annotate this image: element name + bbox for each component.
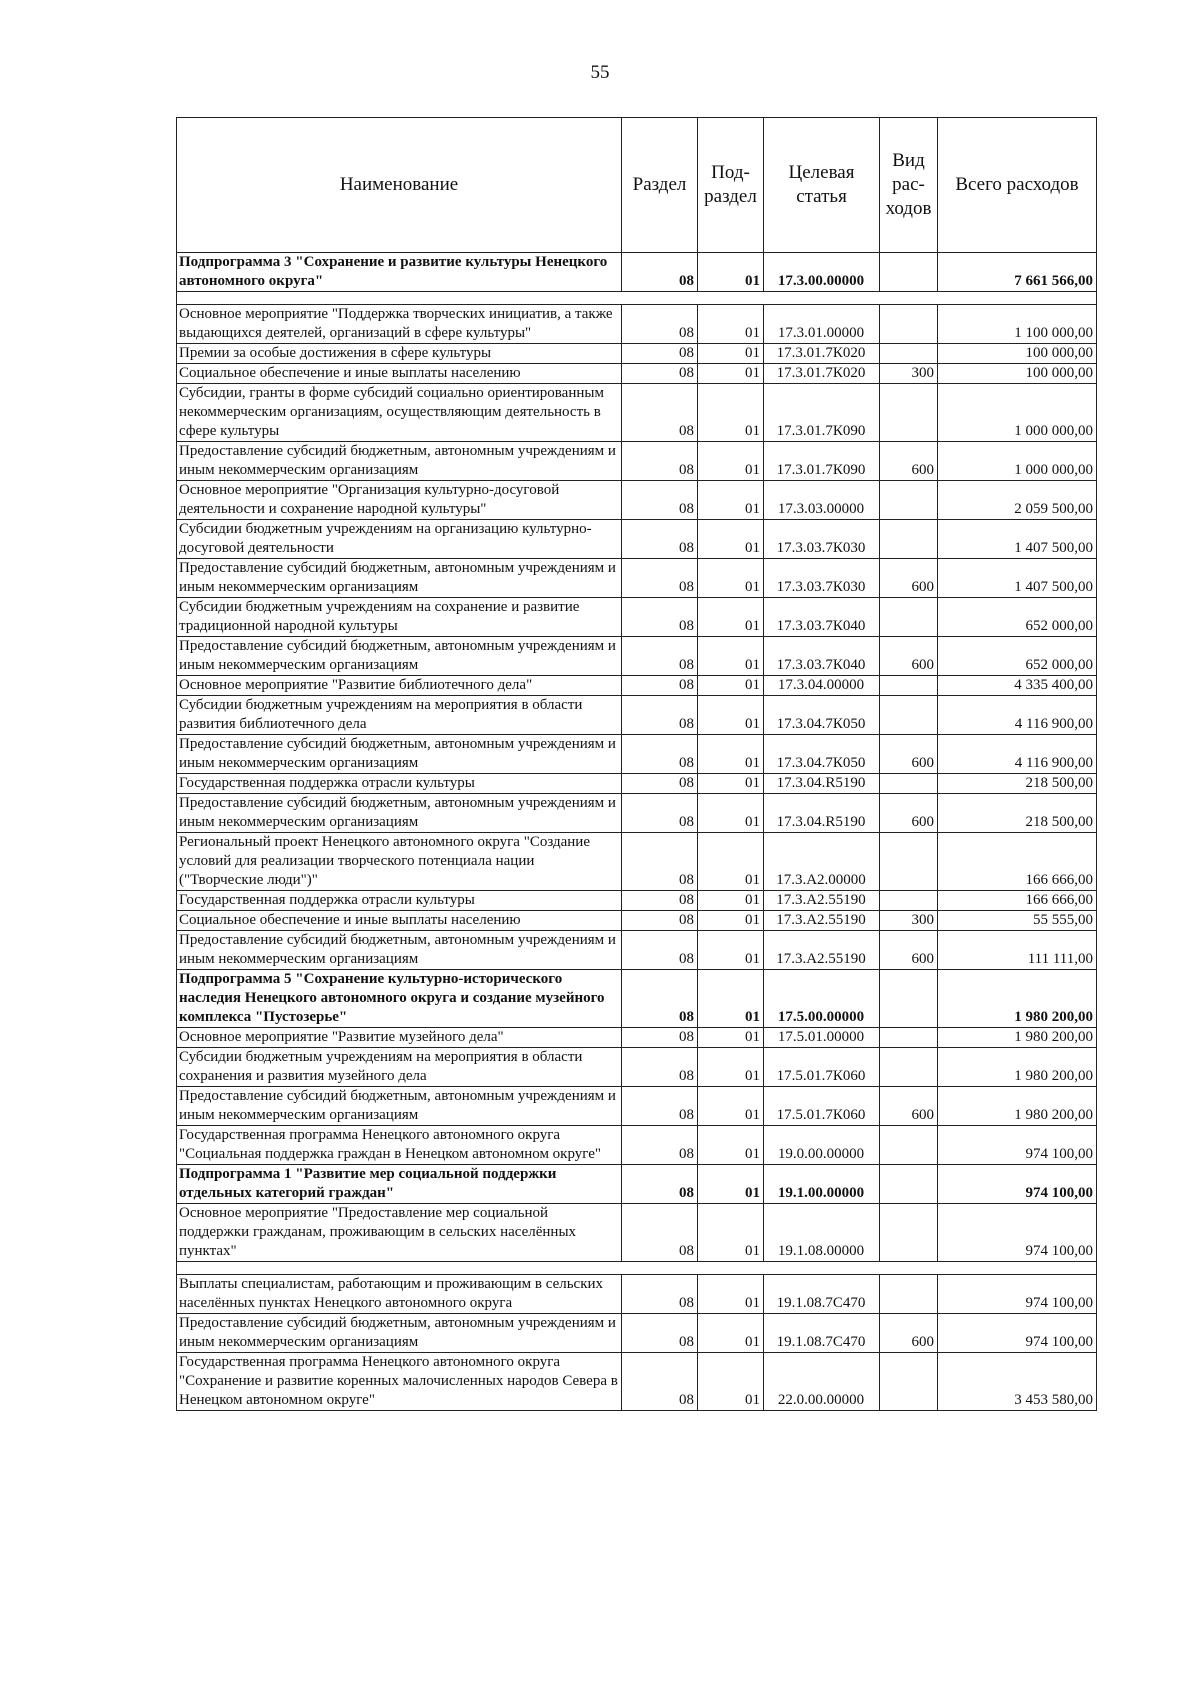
row-subsection-cell: 01 — [698, 833, 764, 891]
row-subsection-cell: 01 — [698, 1087, 764, 1126]
row-section-cell: 08 — [622, 1204, 698, 1262]
row-article-cell: 17.3.04.7К050 — [764, 735, 880, 774]
row-name-cell: Государственная программа Ненецкого автономного округа "Сохранение и развитие коренных малочисленных народов Севера в Ненецком автономном округе" — [177, 1353, 622, 1411]
row-expense-type-cell: 600 — [880, 637, 938, 676]
row-section-cell: 08 — [622, 1048, 698, 1087]
row-expense-type-cell: 300 — [880, 911, 938, 931]
row-total-cell: 974 100,00 — [938, 1314, 1097, 1353]
row-article-cell: 17.3.01.7К090 — [764, 442, 880, 481]
row-article-cell: 17.3.А2.55190 — [764, 931, 880, 970]
spacer-cell — [177, 1262, 622, 1275]
row-total-cell: 652 000,00 — [938, 598, 1097, 637]
row-total-cell: 166 666,00 — [938, 833, 1097, 891]
row-total-cell: 55 555,00 — [938, 911, 1097, 931]
row-article-cell: 17.3.03.7К030 — [764, 520, 880, 559]
row-total-cell: 218 500,00 — [938, 794, 1097, 833]
row-expense-type-cell — [880, 1126, 938, 1165]
row-article-cell: 19.0.00.00000 — [764, 1126, 880, 1165]
row-section-cell: 08 — [622, 833, 698, 891]
page-number: 55 — [590, 62, 610, 83]
header-target-article: Целевая статья — [764, 118, 880, 253]
row-total-cell: 1 980 200,00 — [938, 1048, 1097, 1087]
row-subsection-cell: 01 — [698, 774, 764, 794]
row-name-cell: Государственная поддержка отрасли культуры — [177, 891, 622, 911]
row-article-cell: 17.3.01.7К090 — [764, 384, 880, 442]
row-section-cell: 08 — [622, 520, 698, 559]
row-name-cell: Выплаты специалистам, работающим и проживающим в сельских населённых пунктах Ненецкого автономного округа — [177, 1275, 622, 1314]
row-total-cell: 4 116 900,00 — [938, 696, 1097, 735]
row-subsection-cell: 01 — [698, 344, 764, 364]
header-subsection: Под- раздел — [698, 118, 764, 253]
row-article-cell: 17.3.А2.00000 — [764, 833, 880, 891]
table-header-row — [177, 118, 1097, 253]
row-total-cell: 1 000 000,00 — [938, 442, 1097, 481]
row-article-cell: 17.5.00.00000 — [764, 970, 880, 1028]
table-row — [177, 970, 1097, 1028]
table-row — [177, 598, 1097, 637]
row-name-cell: Подпрограмма 5 "Сохранение культурно-исторического наследия Ненецкого автономного округа и создание музейного комплекса "Пустозерье" — [177, 970, 622, 1028]
row-subsection-cell: 01 — [698, 481, 764, 520]
row-section-cell: 08 — [622, 344, 698, 364]
row-subsection-cell: 01 — [698, 1165, 764, 1204]
row-total-cell: 974 100,00 — [938, 1165, 1097, 1204]
row-expense-type-cell — [880, 1048, 938, 1087]
row-total-cell: 7 661 566,00 — [938, 253, 1097, 292]
row-name-cell: Предоставление субсидий бюджетным, автономным учреждениям и иным некоммерческим организациям — [177, 559, 622, 598]
row-subsection-cell: 01 — [698, 1126, 764, 1165]
table-row — [177, 931, 1097, 970]
table-row — [177, 1353, 1097, 1411]
row-article-cell: 19.1.08.00000 — [764, 1204, 880, 1262]
table-row — [177, 384, 1097, 442]
row-expense-type-cell: 600 — [880, 1314, 938, 1353]
row-total-cell: 974 100,00 — [938, 1126, 1097, 1165]
table-row — [177, 1314, 1097, 1353]
spacer-cell — [764, 1262, 880, 1275]
table-row — [177, 344, 1097, 364]
row-subsection-cell: 01 — [698, 1048, 764, 1087]
row-article-cell: 19.1.08.7С470 — [764, 1275, 880, 1314]
row-article-cell: 17.3.А2.55190 — [764, 911, 880, 931]
row-expense-type-cell — [880, 598, 938, 637]
table-row — [177, 735, 1097, 774]
table-row — [177, 794, 1097, 833]
row-name-cell: Предоставление субсидий бюджетным, автономным учреждениям и иным некоммерческим организациям — [177, 931, 622, 970]
row-total-cell: 2 059 500,00 — [938, 481, 1097, 520]
row-total-cell: 1 407 500,00 — [938, 559, 1097, 598]
spacer-cell — [622, 1262, 698, 1275]
row-subsection-cell: 01 — [698, 364, 764, 384]
row-total-cell: 111 111,00 — [938, 931, 1097, 970]
row-name-cell: Предоставление субсидий бюджетным, автономным учреждениям и иным некоммерческим организациям — [177, 1087, 622, 1126]
table-row — [177, 1087, 1097, 1126]
row-name-cell: Подпрограмма 3 "Сохранение и развитие культуры Ненецкого автономного округа" — [177, 253, 622, 292]
row-article-cell: 17.3.03.7К030 — [764, 559, 880, 598]
row-total-cell: 3 453 580,00 — [938, 1353, 1097, 1411]
row-article-cell: 17.3.04.R5190 — [764, 774, 880, 794]
row-article-cell: 17.3.00.00000 — [764, 253, 880, 292]
row-expense-type-cell — [880, 384, 938, 442]
row-name-cell: Субсидии бюджетным учреждениям на мероприятия в области развития библиотечного дела — [177, 696, 622, 735]
row-article-cell: 22.0.00.00000 — [764, 1353, 880, 1411]
table-row — [177, 637, 1097, 676]
row-name-cell: Предоставление субсидий бюджетным, автономным учреждениям и иным некоммерческим организациям — [177, 735, 622, 774]
row-section-cell: 08 — [622, 891, 698, 911]
row-section-cell: 08 — [622, 735, 698, 774]
header-section: Раздел — [622, 118, 698, 253]
row-name-cell: Предоставление субсидий бюджетным, автономным учреждениям и иным некоммерческим организациям — [177, 637, 622, 676]
row-subsection-cell: 01 — [698, 891, 764, 911]
row-total-cell: 1 000 000,00 — [938, 384, 1097, 442]
row-expense-type-cell — [880, 970, 938, 1028]
spacer-cell — [177, 292, 622, 305]
row-section-cell: 08 — [622, 1165, 698, 1204]
spacer-cell — [880, 1262, 938, 1275]
spacer-cell — [622, 292, 698, 305]
row-section-cell: 08 — [622, 637, 698, 676]
table-row — [177, 253, 1097, 292]
spacer-cell — [698, 1262, 764, 1275]
row-expense-type-cell: 600 — [880, 559, 938, 598]
row-section-cell: 08 — [622, 911, 698, 931]
row-subsection-cell: 01 — [698, 559, 764, 598]
row-expense-type-cell: 600 — [880, 931, 938, 970]
table-row — [177, 1275, 1097, 1314]
row-expense-type-cell — [880, 344, 938, 364]
row-total-cell: 1 100 000,00 — [938, 305, 1097, 344]
table-row — [177, 911, 1097, 931]
row-subsection-cell: 01 — [698, 970, 764, 1028]
row-subsection-cell: 01 — [698, 696, 764, 735]
table-row — [177, 305, 1097, 344]
row-expense-type-cell: 300 — [880, 364, 938, 384]
row-name-cell: Основное мероприятие "Развитие музейного дела" — [177, 1028, 622, 1048]
budget-table — [176, 117, 1097, 1411]
table-row — [177, 1126, 1097, 1165]
row-name-cell: Субсидии бюджетным учреждениям на организацию культурно-досуговой деятельности — [177, 520, 622, 559]
row-article-cell: 19.1.00.00000 — [764, 1165, 880, 1204]
row-total-cell: 1 407 500,00 — [938, 520, 1097, 559]
row-total-cell: 100 000,00 — [938, 344, 1097, 364]
row-subsection-cell: 01 — [698, 931, 764, 970]
row-section-cell: 08 — [622, 305, 698, 344]
row-article-cell: 17.3.04.R5190 — [764, 794, 880, 833]
row-article-cell: 17.3.01.7К020 — [764, 344, 880, 364]
table-row — [177, 364, 1097, 384]
row-expense-type-cell — [880, 481, 938, 520]
row-section-cell: 08 — [622, 1028, 698, 1048]
table-row — [177, 559, 1097, 598]
row-expense-type-cell: 600 — [880, 794, 938, 833]
row-name-cell: Подпрограмма 1 "Развитие мер социальной поддержки отдельных категорий граждан" — [177, 1165, 622, 1204]
row-name-cell: Основное мероприятие "Поддержка творческих инициатив, а также выдающихся деятелей, организаций в сфере культуры" — [177, 305, 622, 344]
row-subsection-cell: 01 — [698, 253, 764, 292]
row-subsection-cell: 01 — [698, 637, 764, 676]
row-subsection-cell: 01 — [698, 676, 764, 696]
row-section-cell: 08 — [622, 384, 698, 442]
header-total: Всего расходов — [938, 118, 1097, 253]
row-name-cell: Субсидии, гранты в форме субсидий социально ориентированным некоммерческим организациям, осуществляющим деятельность в сфере культуры — [177, 384, 622, 442]
row-article-cell: 17.3.04.7К050 — [764, 696, 880, 735]
row-section-cell: 08 — [622, 442, 698, 481]
row-article-cell: 17.3.03.7К040 — [764, 637, 880, 676]
header-expense-type: Вид рас- ходов — [880, 118, 938, 253]
row-name-cell: Социальное обеспечение и иные выплаты населению — [177, 364, 622, 384]
row-expense-type-cell — [880, 1028, 938, 1048]
row-expense-type-cell — [880, 1204, 938, 1262]
row-total-cell: 4 116 900,00 — [938, 735, 1097, 774]
row-section-cell: 08 — [622, 559, 698, 598]
row-expense-type-cell — [880, 253, 938, 292]
row-subsection-cell: 01 — [698, 911, 764, 931]
spacer-cell — [764, 292, 880, 305]
row-subsection-cell: 01 — [698, 1314, 764, 1353]
row-spacer — [177, 292, 1097, 305]
row-name-cell: Субсидии бюджетным учреждениям на мероприятия в области сохранения и развития музейного дела — [177, 1048, 622, 1087]
row-subsection-cell: 01 — [698, 442, 764, 481]
row-article-cell: 17.3.04.00000 — [764, 676, 880, 696]
table-row — [177, 696, 1097, 735]
table-row — [177, 833, 1097, 891]
row-article-cell: 17.3.03.00000 — [764, 481, 880, 520]
table-row — [177, 891, 1097, 911]
row-subsection-cell: 01 — [698, 520, 764, 559]
row-total-cell: 218 500,00 — [938, 774, 1097, 794]
row-name-cell: Социальное обеспечение и иные выплаты населению — [177, 911, 622, 931]
row-section-cell: 08 — [622, 598, 698, 637]
row-article-cell: 17.3.А2.55190 — [764, 891, 880, 911]
row-section-cell: 08 — [622, 970, 698, 1028]
row-total-cell: 974 100,00 — [938, 1204, 1097, 1262]
row-name-cell: Региональный проект Ненецкого автономного округа "Создание условий для реализации творческого потенциала нации ("Творческие люди")" — [177, 833, 622, 891]
row-expense-type-cell: 600 — [880, 1087, 938, 1126]
row-subsection-cell: 01 — [698, 735, 764, 774]
row-name-cell: Основное мероприятие "Предоставление мер социальной поддержки гражданам, проживающим в сельских населённых пунктах" — [177, 1204, 622, 1262]
row-expense-type-cell — [880, 1275, 938, 1314]
row-section-cell: 08 — [622, 1314, 698, 1353]
row-expense-type-cell: 600 — [880, 442, 938, 481]
row-section-cell: 08 — [622, 253, 698, 292]
row-total-cell: 652 000,00 — [938, 637, 1097, 676]
row-name-cell: Предоставление субсидий бюджетным, автономным учреждениям и иным некоммерческим организациям — [177, 442, 622, 481]
row-section-cell: 08 — [622, 794, 698, 833]
row-section-cell: 08 — [622, 696, 698, 735]
spacer-cell — [938, 292, 1097, 305]
row-name-cell: Предоставление субсидий бюджетным, автономным учреждениям и иным некоммерческим организациям — [177, 794, 622, 833]
row-article-cell: 17.5.01.00000 — [764, 1028, 880, 1048]
row-total-cell: 1 980 200,00 — [938, 1028, 1097, 1048]
row-expense-type-cell — [880, 520, 938, 559]
row-name-cell: Основное мероприятие "Развитие библиотечного дела" — [177, 676, 622, 696]
row-article-cell: 19.1.08.7С470 — [764, 1314, 880, 1353]
row-expense-type-cell — [880, 676, 938, 696]
row-section-cell: 08 — [622, 364, 698, 384]
spacer-cell — [938, 1262, 1097, 1275]
table-row — [177, 676, 1097, 696]
row-section-cell: 08 — [622, 931, 698, 970]
row-name-cell: Государственная программа Ненецкого автономного округа "Социальная поддержка граждан в Ненецком автономном округе" — [177, 1126, 622, 1165]
row-section-cell: 08 — [622, 1275, 698, 1314]
row-name-cell: Премии за особые достижения в сфере культуры — [177, 344, 622, 364]
row-total-cell: 1 980 200,00 — [938, 1087, 1097, 1126]
table-row — [177, 442, 1097, 481]
row-subsection-cell: 01 — [698, 305, 764, 344]
row-article-cell: 17.3.03.7К040 — [764, 598, 880, 637]
row-subsection-cell: 01 — [698, 1204, 764, 1262]
spacer-cell — [880, 292, 938, 305]
row-name-cell: Субсидии бюджетным учреждениям на сохранение и развитие традиционной народной культуры — [177, 598, 622, 637]
row-total-cell: 4 335 400,00 — [938, 676, 1097, 696]
row-article-cell: 17.5.01.7К060 — [764, 1048, 880, 1087]
row-total-cell: 1 980 200,00 — [938, 970, 1097, 1028]
table-row — [177, 1028, 1097, 1048]
row-expense-type-cell — [880, 1165, 938, 1204]
table-row — [177, 1204, 1097, 1262]
row-expense-type-cell — [880, 833, 938, 891]
table-row — [177, 1048, 1097, 1087]
table-row — [177, 520, 1097, 559]
row-article-cell: 17.5.01.7К060 — [764, 1087, 880, 1126]
row-name-cell: Государственная поддержка отрасли культуры — [177, 774, 622, 794]
row-expense-type-cell — [880, 891, 938, 911]
row-expense-type-cell — [880, 1353, 938, 1411]
row-section-cell: 08 — [622, 1087, 698, 1126]
row-section-cell: 08 — [622, 1353, 698, 1411]
row-total-cell: 166 666,00 — [938, 891, 1097, 911]
row-section-cell: 08 — [622, 676, 698, 696]
row-article-cell: 17.3.01.7К020 — [764, 364, 880, 384]
row-spacer — [177, 1262, 1097, 1275]
row-subsection-cell: 01 — [698, 1275, 764, 1314]
row-name-cell: Основное мероприятие "Организация культурно-досуговой деятельности и сохранение народной культуры" — [177, 481, 622, 520]
row-subsection-cell: 01 — [698, 1028, 764, 1048]
row-expense-type-cell — [880, 774, 938, 794]
row-article-cell: 17.3.01.00000 — [764, 305, 880, 344]
row-section-cell: 08 — [622, 481, 698, 520]
row-total-cell: 100 000,00 — [938, 364, 1097, 384]
row-name-cell: Предоставление субсидий бюджетным, автономным учреждениям и иным некоммерческим организациям — [177, 1314, 622, 1353]
row-total-cell: 974 100,00 — [938, 1275, 1097, 1314]
row-subsection-cell: 01 — [698, 384, 764, 442]
table-body — [177, 253, 1097, 1411]
header-name: Наименование — [177, 118, 622, 253]
row-section-cell: 08 — [622, 1126, 698, 1165]
spacer-cell — [698, 292, 764, 305]
row-expense-type-cell — [880, 696, 938, 735]
table-row — [177, 774, 1097, 794]
row-subsection-cell: 01 — [698, 1353, 764, 1411]
row-expense-type-cell — [880, 305, 938, 344]
row-expense-type-cell: 600 — [880, 735, 938, 774]
row-subsection-cell: 01 — [698, 794, 764, 833]
table-row — [177, 481, 1097, 520]
table-row — [177, 1165, 1097, 1204]
row-section-cell: 08 — [622, 774, 698, 794]
row-subsection-cell: 01 — [698, 598, 764, 637]
